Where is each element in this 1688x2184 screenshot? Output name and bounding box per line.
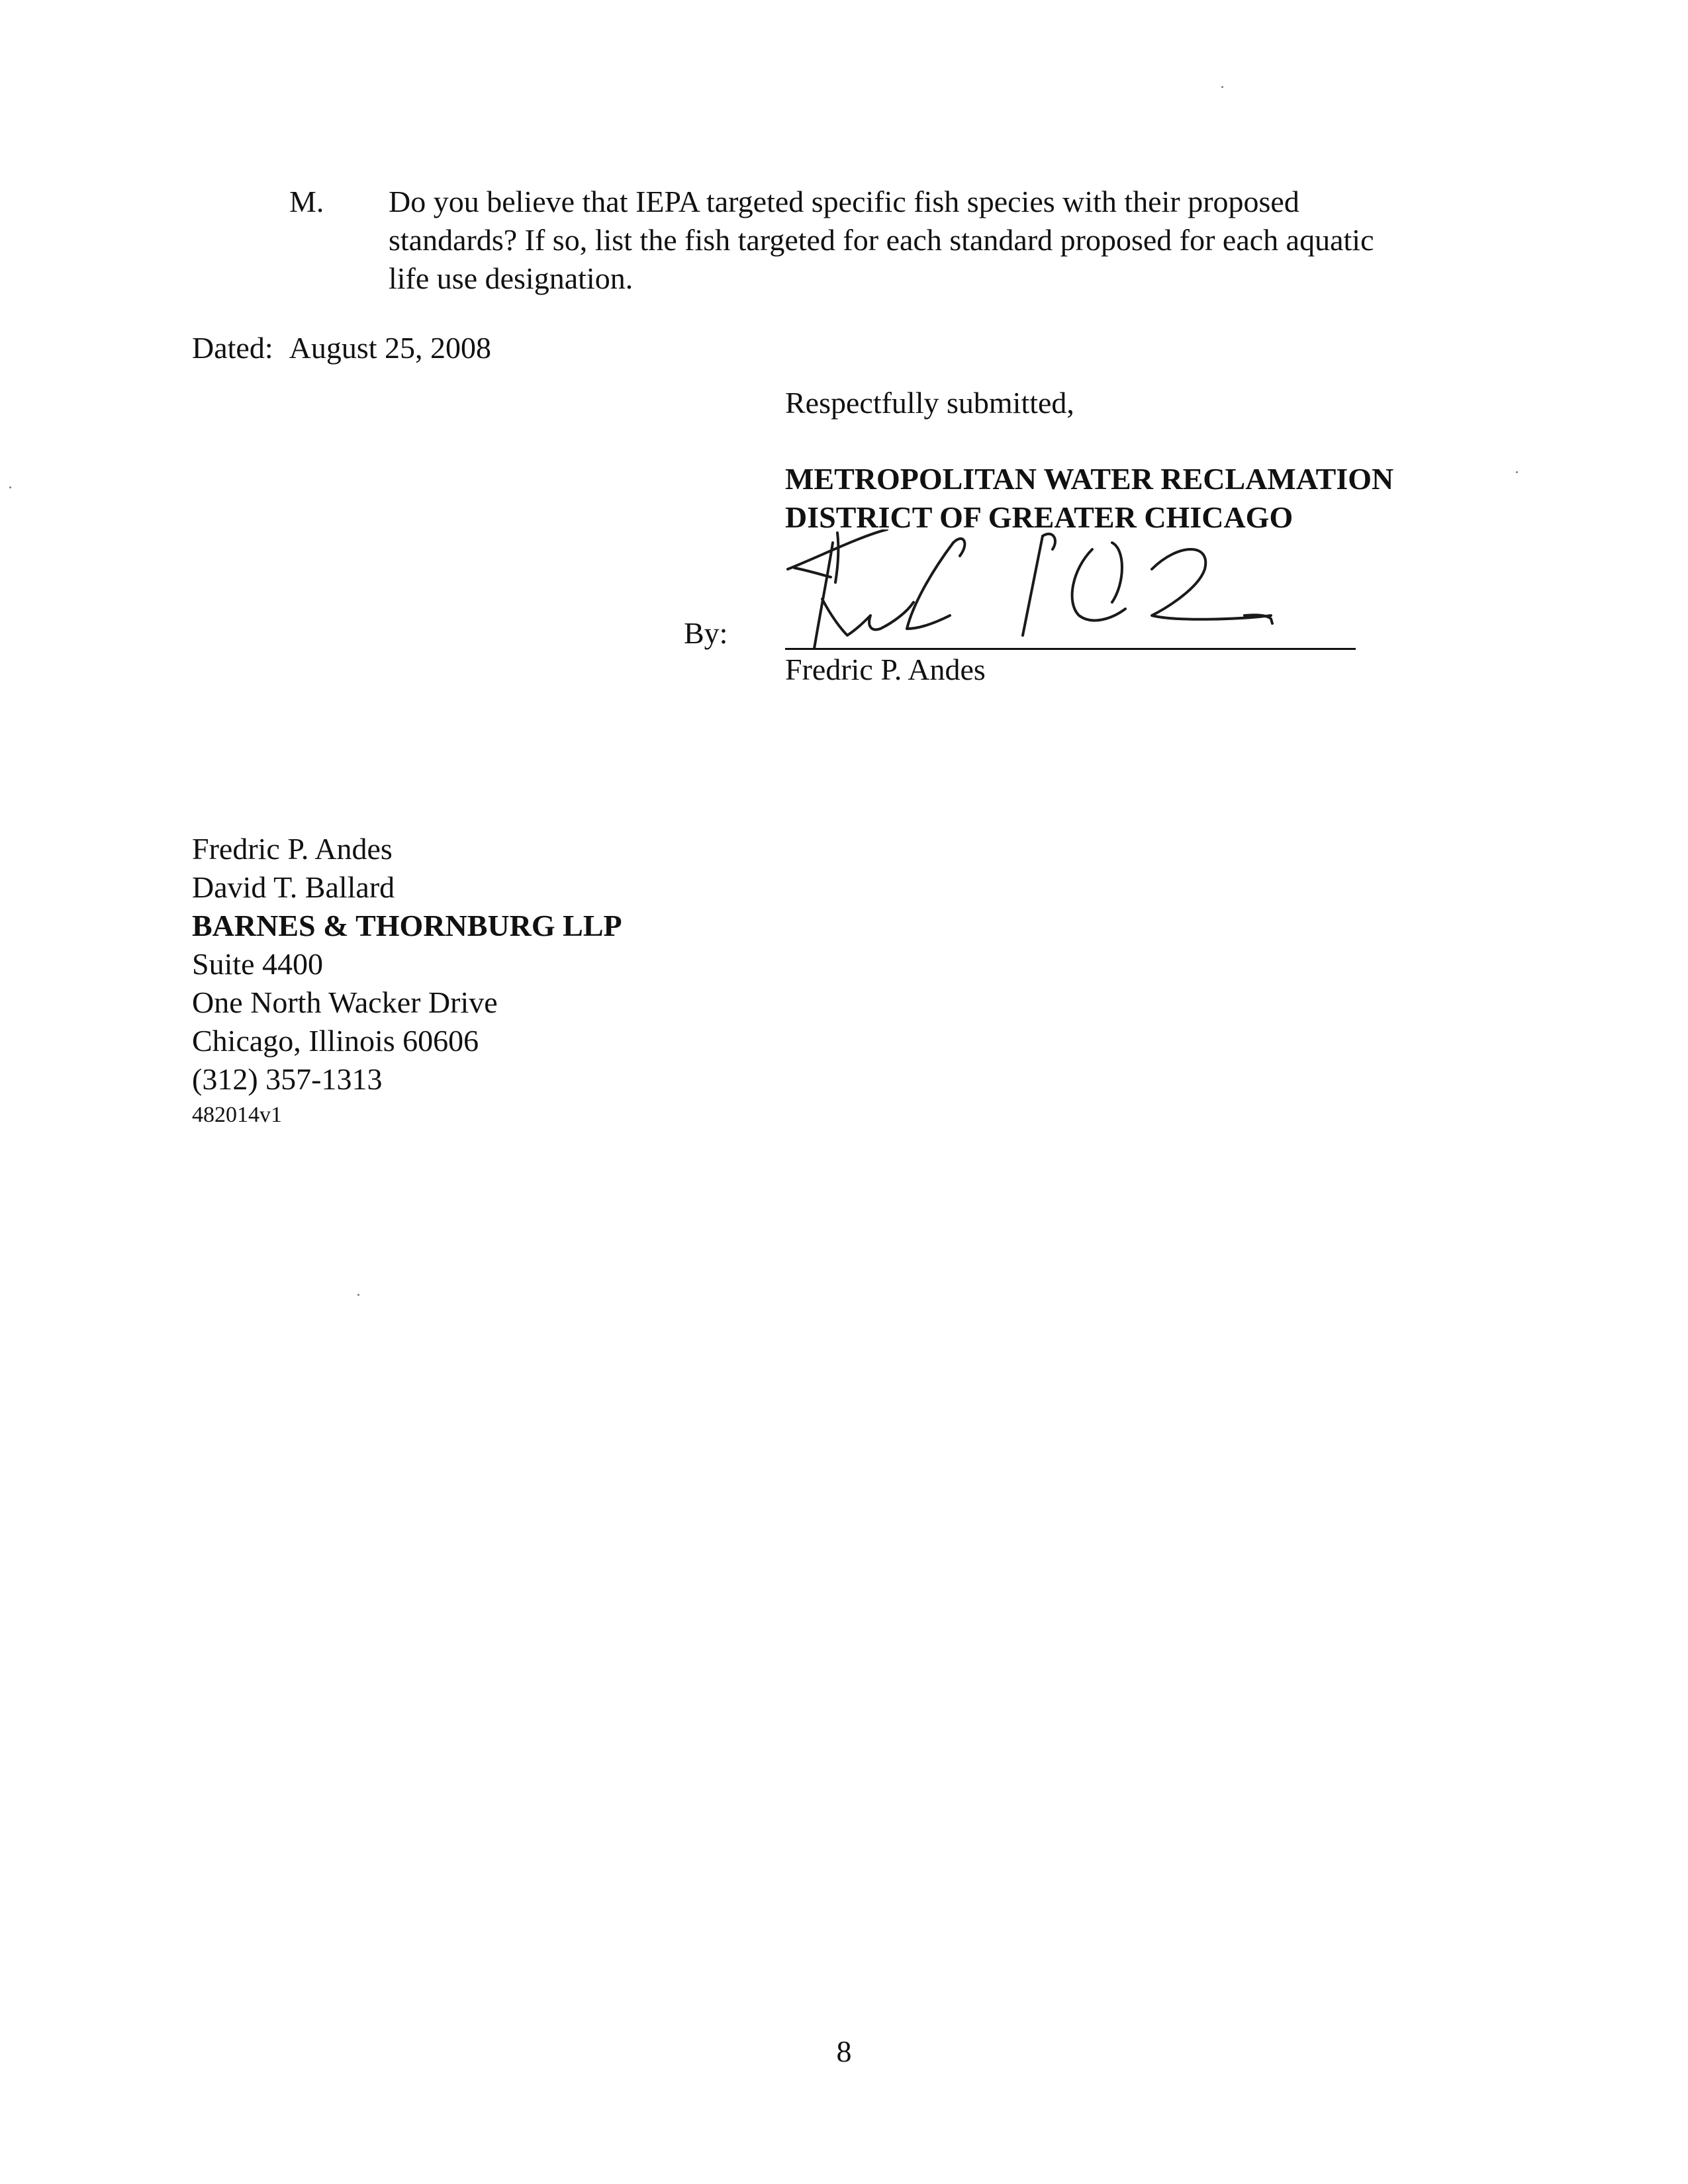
counsel-name: Fredric P. Andes [192, 832, 393, 866]
dated-line [192, 329, 491, 367]
address-street: One North Wacker Drive [192, 985, 498, 1019]
organization-name [785, 460, 1393, 537]
address-suite: Suite 4400 [192, 947, 324, 981]
scan-speck [1221, 86, 1223, 88]
page-number: 8 [836, 2034, 852, 2068]
signer-name: Fredric P. Andes [785, 653, 986, 686]
dated-date: August 25, 2008 [289, 331, 492, 365]
address-city: Chicago, Illinois 60606 [192, 1024, 479, 1058]
handwritten-signature [781, 529, 1284, 662]
organization-line-2: DISTRICT OF GREATER CHICAGO [785, 500, 1293, 534]
document-id: 482014v1 [192, 1103, 282, 1127]
signature-line [785, 648, 1356, 650]
question-line: standards? If so, list the fish targeted for each standard proposed for each aquatic [389, 223, 1374, 257]
scan-speck [357, 1294, 359, 1296]
question-text [389, 183, 1481, 298]
by-label: By: [684, 616, 728, 650]
question-line: Do you believe that IEPA targeted specific fish species with their proposed [389, 185, 1299, 218]
closing-text: Respectfully submitted, [785, 386, 1074, 420]
scan-speck [1516, 471, 1518, 473]
counsel-block [192, 830, 622, 1129]
counsel-name: David T. Ballard [192, 870, 395, 904]
scan-speck [9, 486, 11, 488]
dated-label: Dated: [192, 331, 273, 365]
question-line: life use designation. [389, 261, 633, 295]
organization-line-1: METROPOLITAN WATER RECLAMATION [785, 462, 1394, 496]
question-letter: M. [289, 185, 324, 218]
phone-number: (312) 357-1313 [192, 1062, 383, 1096]
firm-name: BARNES & THORNBURG LLP [192, 909, 622, 942]
